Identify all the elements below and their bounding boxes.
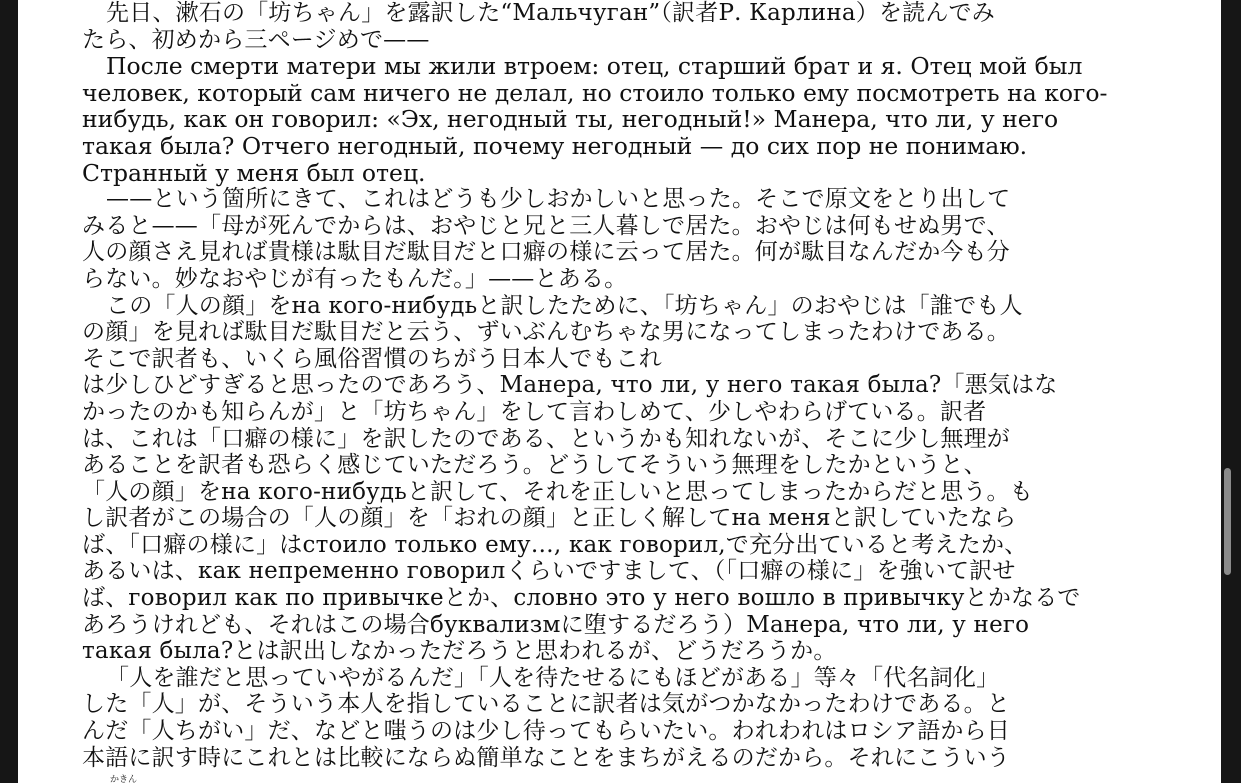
text-line: 人の顔さえ見れば貴様は駄目だ駄目だと口癖の様に云って居た。何が駄目なんだか今も分 xyxy=(82,239,1010,266)
text-line: は少しひどすぎると思ったのであろう、Манера, что ли, у него такая была?「悪気はな xyxy=(82,372,1058,399)
text-line: し訳者がこの場合の「人の顔」を「おれの顔」と正しく解してна меняと訳していたなら xyxy=(82,505,1017,532)
text-line: の顔」を見れば駄目だ駄目だと云う、ずいぶんむちゃな男になってしまったわけである。 xyxy=(82,319,1010,346)
text-line: После смерти матери мы жили втроем: отец, старший брат и я. Отец мой был xyxy=(106,52,1083,81)
text-line: んだ「人ちがい」だ、などと嗤うのは少し待ってもらいたい。われわれはロシア語から日 xyxy=(82,718,1010,745)
text-line: нибудь, как он говорил: «Эх, негодный ты, негодный!» Манера, что ли, у него xyxy=(82,105,1059,134)
text-line: 「人を誰だと思っていやがるんだ」「人を待たせるにもほどがある」等々「代名詞化」 xyxy=(106,664,1000,691)
text-line: 先日、漱石の「坊ちゃん」を露訳した“Мальчуган”（訳者Р. Карлина）を読んでみ xyxy=(106,0,995,26)
text-line: たら、初めから三ページめで—— xyxy=(82,26,430,53)
text-line: такая была? Отчего негодный, почему негодный — до сих пор не понимаю. xyxy=(82,131,1028,160)
text-line: Странный у меня был отец. xyxy=(82,158,426,187)
text-line: 本語に訳す時にこれとは比較にならぬ簡単なことをまちがえるのだから。それにこういう xyxy=(82,744,1010,771)
text-line: は、これは「口癖の様に」を訳したのである、というかも知れないが、そこに少し無理が xyxy=(82,425,1010,452)
text-line: そこで訳者も、いくら風俗習慣のちがう日本人でもこれ xyxy=(82,345,662,372)
text-line: ば、говорил как по привычкеとか、словно это у него вошло в привычкуとかなるで xyxy=(82,585,1081,612)
furigana-fragment: かきん xyxy=(110,775,138,783)
text-line: такая была?とは訳出しなかっただろうと思われるが、どうだろうか。 xyxy=(82,638,837,665)
document-page xyxy=(18,0,1221,783)
text-line: あることを訳者も恐らく感じていただろう。どうしてそういう無理をしたかというと、 xyxy=(82,452,987,479)
text-line: あろうけれども、それはこの場合буквализмに堕するだろう）Манера, что ли, у него xyxy=(82,611,1030,638)
text-line: ば、「口癖の様に」はстоило только ему…, как говорил,で充分出ていると考えたか、 xyxy=(82,531,1028,558)
text-line: 「人の顔」をна кого-нибудьと訳して、それを正しいと思ってしまったからだと思う。も xyxy=(82,478,1033,505)
text-line: この「人の顔」をна кого-нибудьと訳したために、「坊ちゃん」のおやじは「誰でも人 xyxy=(106,292,1023,319)
scrollbar-thumb[interactable] xyxy=(1224,468,1231,575)
document-body xyxy=(82,0,1157,771)
text-line: человек, который сам ничего не делал, но стоило только ему посмотреть на кого- xyxy=(82,78,1108,107)
text-line: みると——「母が死んでからは、おやじと兄と三人暮しで居た。おやじは何もせぬ男で、 xyxy=(82,212,1010,239)
text-line: らない。妙なおやじが有ったもんだ。」——とある。 xyxy=(82,265,628,292)
text-line: かったのかも知らんが」と「坊ちゃん」をして言わしめて、少しやわらげている。訳者 xyxy=(82,398,987,425)
text-line: ——という箇所にきて、これはどうも少しおかしいと思った。そこで原文をとり出して xyxy=(106,186,1011,213)
text-line: あるいは、как непременно говорилくらいですまして、（「口癖の様に」を強いて訳せ xyxy=(82,558,1016,585)
text-line: した「人」が、そういう本人を指していることに訳者は気がつかなかったわけである。と xyxy=(82,691,1010,718)
